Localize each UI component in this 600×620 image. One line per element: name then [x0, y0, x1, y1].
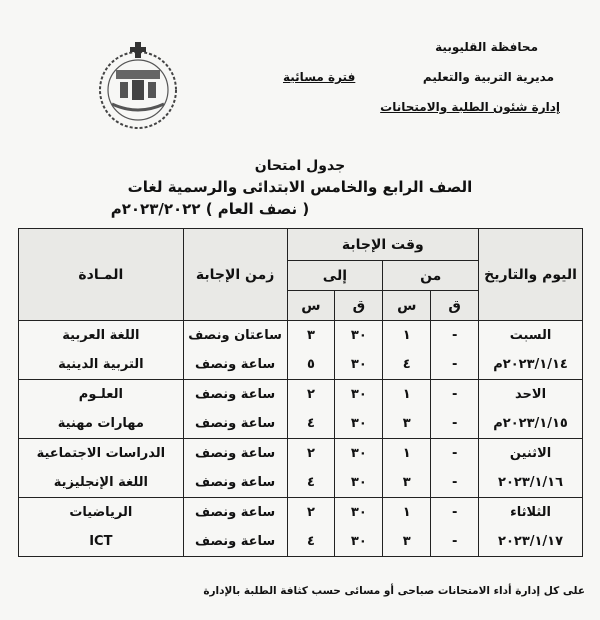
from-hour: ٣: [402, 475, 411, 490]
from-hour: ١: [402, 505, 411, 520]
row-day: السبت: [509, 328, 552, 343]
duration: ساعة ونصف: [195, 446, 276, 461]
subject: الدراسات الاجتماعية: [36, 446, 166, 461]
from-minute: -: [451, 357, 458, 372]
header-from: من: [383, 261, 479, 291]
to-hour: ٢: [307, 387, 315, 402]
from-hour: ٣: [402, 534, 411, 549]
subject: اللغة العربية: [62, 328, 140, 343]
header-from-hour: س: [383, 291, 431, 321]
header-subject: المـادة: [19, 229, 184, 321]
schedule-grade: الصف الرابع والخامس الابتدائى والرسمية لغات: [127, 178, 473, 196]
schedule-term: ( نصف العام ) ٢٠٢٣/٢٠٢٢م: [110, 200, 310, 218]
header-from-minute: ق: [431, 291, 479, 321]
row-date: ٢٠٢٣/١/١٥م: [493, 416, 568, 431]
from-hour: ٣: [402, 416, 411, 431]
to-hour: ٢: [307, 446, 315, 461]
subject: ICT: [89, 534, 113, 549]
subject: اللغة الإنجليزية: [53, 475, 148, 490]
table-row: [19, 439, 583, 498]
from-minute: -: [451, 387, 458, 402]
row-date: ٢٠٢٣/١/١٤م: [493, 357, 568, 372]
to-hour: ٤: [307, 416, 315, 431]
duration: ساعة ونصف: [195, 475, 276, 490]
from-minute: -: [451, 475, 458, 490]
header-day-date: اليوم والتاريخ: [479, 229, 583, 321]
from-minute: -: [451, 446, 458, 461]
to-minute: ٣٠: [350, 505, 367, 520]
row-day: الاحد: [515, 387, 547, 402]
from-minute: -: [451, 416, 458, 431]
row-date: ٢٠٢٣/١/١٦: [498, 475, 564, 490]
from-hour: ١: [402, 328, 411, 343]
to-minute: ٣٠: [350, 387, 367, 402]
directorate-name: مديرية التربية والتعليم: [422, 70, 554, 84]
to-minute: ٣٠: [350, 534, 367, 549]
to-minute: ٣٠: [350, 416, 367, 431]
schedule-title: جدول امتحان: [254, 158, 346, 174]
duration: ساعة ونصف: [195, 416, 276, 431]
from-hour: ١: [402, 387, 411, 402]
header-to-hour: س: [287, 291, 335, 321]
duration: ساعتان ونصف: [188, 328, 282, 343]
duration: ساعة ونصف: [195, 387, 276, 402]
governorate-name: محافظة القليوبية: [435, 40, 538, 54]
to-hour: ٤: [307, 475, 315, 490]
exam-period: فترة مسائية: [283, 70, 356, 84]
row-day: الثلاثاء: [510, 505, 552, 520]
from-hour: ١: [402, 446, 411, 461]
table-row: [19, 380, 583, 439]
to-minute: ٣٠: [350, 446, 367, 461]
subject: مهارات مهنية: [57, 416, 144, 431]
subject: التربية الدينية: [58, 357, 144, 372]
to-minute: ٣٠: [350, 328, 367, 343]
subject: الرياضيات: [69, 505, 133, 520]
from-minute: -: [451, 328, 458, 343]
to-hour: ٣: [307, 328, 315, 343]
department-name: إدارة شئون الطلبة والامتحانات: [380, 100, 560, 114]
duration: ساعة ونصف: [195, 534, 276, 549]
header-to-minute: ق: [335, 291, 383, 321]
exam-schedule-table: [18, 228, 583, 557]
header-duration: زمن الإجابة: [183, 229, 287, 321]
from-hour: ٤: [402, 357, 411, 372]
to-hour: ٤: [307, 534, 315, 549]
duration: ساعة ونصف: [195, 505, 276, 520]
from-minute: -: [451, 505, 458, 520]
duration: ساعة ونصف: [195, 357, 276, 372]
table-row: [19, 321, 583, 380]
from-minute: -: [451, 534, 458, 549]
governorate-seal-icon: [92, 40, 184, 132]
table-row: [19, 498, 583, 557]
to-hour: ٥: [307, 357, 315, 372]
subject: العلـوم: [78, 387, 123, 402]
to-hour: ٢: [307, 505, 315, 520]
header-time-group: وقت الإجابة: [287, 229, 479, 261]
footnote: على كل إدارة أداء الامتحانات صباحى أو مسائى حسب كثافة الطلبة بالإدارة: [203, 585, 585, 597]
row-day: الاثنين: [509, 446, 552, 461]
to-minute: ٣٠: [350, 357, 367, 372]
row-date: ٢٠٢٣/١/١٧: [498, 534, 564, 549]
header-to: إلى: [287, 261, 383, 291]
to-minute: ٣٠: [350, 475, 367, 490]
